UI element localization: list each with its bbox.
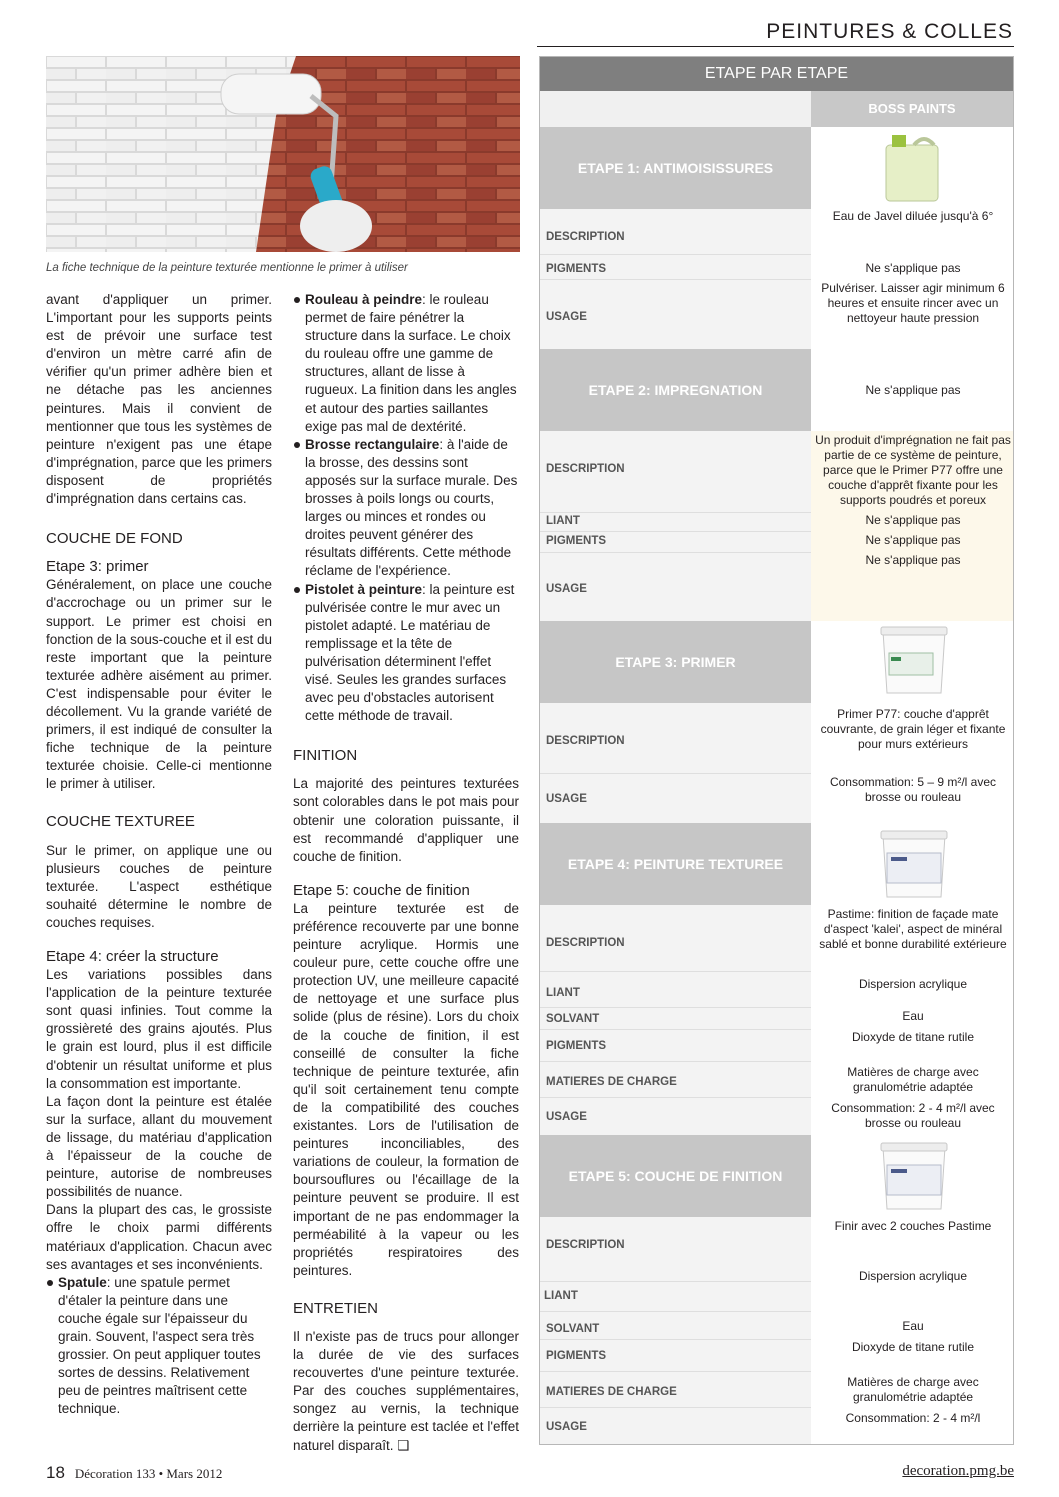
heading-finition: FINITION [293,747,358,765]
label-liant: LIANT [546,515,580,527]
row-separator [540,971,811,972]
value-solvant: Eau [902,1009,924,1023]
heading-entretien: ENTRETIEN [293,1299,379,1317]
table-brand: BOSS PAINTS [811,91,1013,127]
label-solvant: SOLVANT [546,1013,600,1025]
finish-paint-bucket-image [877,1139,951,1211]
paragraph: Il n'existe pas de trucs pour allonger la durée de vie des surfaces recouvertes d'une peinture texturée. Par des couches supplémentaires, songez au vernis, la technique derrière la peinture est taclée et l'effet naturel disparaît. ❑ [293,1328,519,1453]
value-description: Primer P77: couche d'apprêt couvrante, de grain léger et fixante pour murs extérieurs [820,707,1006,751]
row-separator [540,1407,811,1408]
value-description: Finir avec 2 couches Pastime [834,1219,992,1233]
row-separator [540,552,811,553]
label-usage: USAGE [546,1421,587,1433]
label-description: DESCRIPTION [546,735,625,747]
article-column-2 [293,291,519,1455]
paragraph: Sur le primer, on applique une ou plusieurs couches de peinture texturée. L'aspect esthétique souhaité détermine le nombre de couches requises. [46,842,272,930]
heading-etape-5: Etape 5: couche de finition [293,881,470,899]
row-separator [540,1371,811,1372]
bullet-brosse: Brosse rectangulaire: à l'aide de la brosse, des dessins sont apposés sur la surface murale. Des brosses à poils longs ou courts, larges ou minces et rondes ou droites peuvent générer des résultats différents. Cette méthode réclame de l'expérience. [293,436,519,581]
label-usage: USAGE [546,311,587,323]
value-matieres-de-charge: Matières de charge avec granulométrie adaptée [847,1065,979,1094]
section-title: PEINTURES & COLLES [766,20,1013,43]
bleach-jerrycan-image [880,131,944,203]
bullet-icon [294,587,300,593]
row-separator [540,1007,811,1008]
label-pigments: PIGMENTS [546,263,607,275]
stage-4-header: ETAPE 4: PEINTURE TEXTUREE [540,823,811,905]
heading-etape-3: Etape 3: primer [46,558,149,576]
row-separator [540,512,811,513]
row-separator [540,1029,811,1030]
value-description: Pastime: finition de façade mate d'aspect 'kalei', aspect de minéral sablé et bonne durabilité extérieure [819,907,1007,951]
article-column-1 [46,291,272,1418]
paragraph: Les variations possibles dans l'application de la peinture texturée sont quasi infinies. Tout comme la grossièreté des grains ajoutés. Plus le grain est lourd, plus il est difficile d'obtenir un résultat uniforme et plus la consommation est importante. [46,967,272,1091]
table-title: ETAPE PAR ETAPE [540,57,1013,91]
bullet-icon [294,442,300,448]
primer-bucket-image [877,623,951,695]
value-usage: Ne s'applique pas [865,553,961,567]
row-separator [540,773,811,774]
label-pigments: PIGMENTS [546,1040,607,1052]
row-separator [540,1061,811,1062]
bullet-spatule: Spatule: une spatule permet d'étaler la peinture dans une couche égale sur l'épaisseur du grain. Souvent, l'aspect sera très grossier. On peut appliquer toutes sortes de dessins. Relativement peu de peintres maîtrisent cette technique. [46,1274,272,1419]
label-description: DESCRIPTION [546,463,625,475]
label-usage: USAGE [546,583,587,595]
paragraph: Dans la plupart des cas, le grossiste offre le choix parmi différents matériaux d'application. Chacun avec ses avantages et ses inconvénients. [46,1202,272,1272]
row-separator [540,254,811,255]
value-description: Eau de Javel diluée jusqu'à 6° [832,209,994,223]
label-pigments: PIGMENTS [546,1350,607,1362]
row-separator [540,1311,811,1312]
header-rule [537,46,1014,47]
bullet-icon [47,1280,53,1286]
stage-5-header: ETAPE 5: COUCHE DE FINITION [540,1135,811,1217]
paragraph: Généralement, on place une couche d'accrochage ou un primer sur le support. Le primer est choisi en fonction de la sous-couche et il est du reste important que la peinture texturée adhère aisément au primer. C'est indispensable pour éviter le décollement. Vu la grande variété de primers, il est indiqué de consulter la fiche technique de la peinture texturée choisie. Celle-ci mentionne le primer à utiliser. [46,577,272,792]
value-description: Un produit d'imprégnation ne fait pas partie de ce système de peinture, parce que le Primer P77 offre une couche d'apprêt fixante pour les supports poudrés et poreux [815,433,1011,507]
label-usage: USAGE [546,793,587,805]
photo-caption: La fiche technique de la peinture texturée mentionne le primer à utiliser [46,262,408,274]
label-matieres-de-charge: MATIERES DE CHARGE [546,1076,677,1088]
issue-info: Décoration 133 • Mars 2012 [74,1466,223,1481]
row-separator [540,1097,811,1098]
label-usage: USAGE [546,1111,587,1123]
row-separator [540,1281,811,1282]
paragraph: La majorité des peintures texturées sont colorables dans le pot mais pour obtenir une coloration puissante, il est recommandé d'appliquer une couche de finition. [293,776,519,864]
heading-couche-texturee: COUCHE TEXTUREE [46,813,195,831]
row-separator [540,1339,811,1340]
value-liant: Dispersion acrylique [858,977,968,991]
article-photo [46,56,520,252]
texture-paint-bucket-image [877,827,951,899]
value-pigments: Ne s'applique pas [865,261,961,275]
value-usage: Consommation: 5 – 9 m²/l avec brosse ou rouleau [829,775,997,804]
label-matieres-de-charge: MATIERES DE CHARGE [546,1386,677,1398]
label-description: DESCRIPTION [546,937,625,949]
label-liant: LIANT [544,1290,578,1302]
stage-3-label-bg [540,703,811,823]
value-usage: Pulvériser. Laisser agir minimum 6 heures et ensuite rincer avec un nettoyeur haute pression [821,281,1005,325]
value-liant: Ne s'applique pas [865,513,961,527]
website-link[interactable]: decoration.pmg.be [902,1463,1014,1479]
bullet-pistolet: Pistolet à peinture: la peinture est pulvérisée contre le mur avec un pistolet adapté. Le matériau de remplissage et la tête de pulvérisation déterminent l'effet visé. Seules les grandes surfaces avec peu d'obstacles autorisent cette méthode de travail. [293,581,519,726]
stage-1-header: ETAPE 1: ANTIMOISISSURES [540,127,811,209]
paragraph: La façon dont la peinture est étalée sur la surface, allant du mouvement de lissage, du matériau d'application à l'épaisseur de la couche de peinture, autorise de nombreuses possibilités de nuance. [46,1093,272,1200]
value-pigments: Ne s'applique pas [865,533,961,547]
footer-folio [46,1463,222,1483]
heading-etape-4: Etape 4: créer la structure [46,948,219,965]
heading-couche-de-fond: COUCHE DE FOND [46,530,183,548]
value-pigments: Dioxyde de titane rutile [851,1030,975,1044]
bullet-icon [294,297,300,303]
stage-3-header: ETAPE 3: PRIMER [540,621,811,703]
value-matieres-de-charge: Matières de charge avec granulométrie adaptée [847,1375,979,1404]
bullet-rouleau: Rouleau à peindre: le rouleau permet de faire pénétrer la structure dans la surface. Le choix du rouleau offre une gamme de structures, allant de lisse à rugueux. La finition dans les angles et autour des parties saillantes exige pas mal de dextérité. [293,291,519,436]
row-separator [540,531,811,532]
paragraph: La peinture texturée est de préférence recouverte par une bonne peinture acrylique. Hormis une couleur pure, cette couche offre une protection UV, une meilleure capacité de nettoyage et une surface plus solide (plus de résine). Lors du choix de la couche de finition, il est conseillé de consulter la fiche technique de peinture texturée, afin qu'il soit certainement tenu compte de la compatibilité des couches existantes. Lors de l'utilisation de peintures inconciliables, des variations de couleur, la formation de boursouflures ou l'écaillage de la peinture peuvent se produire. Il est important de ne pas endommager la perméabilité à la vapeur ou les propriétés respiratoires des peintures. [293,900,519,1278]
value-usage: Consommation: 2 - 4 m²/l [845,1411,981,1425]
page-number: 18 [46,1463,65,1482]
value-pigments: Dioxyde de titane rutile [851,1340,975,1354]
value-liant: Dispersion acrylique [858,1269,968,1283]
table-subheader-blank [540,91,811,127]
stage-2-header: ETAPE 2: IMPREGNATION [540,349,811,431]
value-stage-2: Ne s'applique pas [865,383,961,397]
row-separator [540,279,811,280]
label-solvant: SOLVANT [546,1323,600,1335]
label-liant: LIANT [546,987,580,999]
etape-table [539,56,1014,1445]
label-description: DESCRIPTION [546,1239,625,1251]
label-description: DESCRIPTION [546,231,625,243]
value-solvant: Eau [902,1319,924,1333]
label-pigments: PIGMENTS [546,535,607,547]
value-usage: Consommation: 2 - 4 m²/l avec brosse ou rouleau [831,1101,995,1130]
paragraph: avant d'appliquer un primer. L'important pour les supports peints est de prévoir une surface test d'environ un mètre carré afin de vérifier qu'un primer adhère bien et ne détache pas les anciennes peintures. Mais il convient de mentionner que tous les systèmes de peinture n'exigent pas une étape d'imprégnation, parce que les primers disposent de propriétés d'imprégnation dans certains cas. [46,292,272,507]
